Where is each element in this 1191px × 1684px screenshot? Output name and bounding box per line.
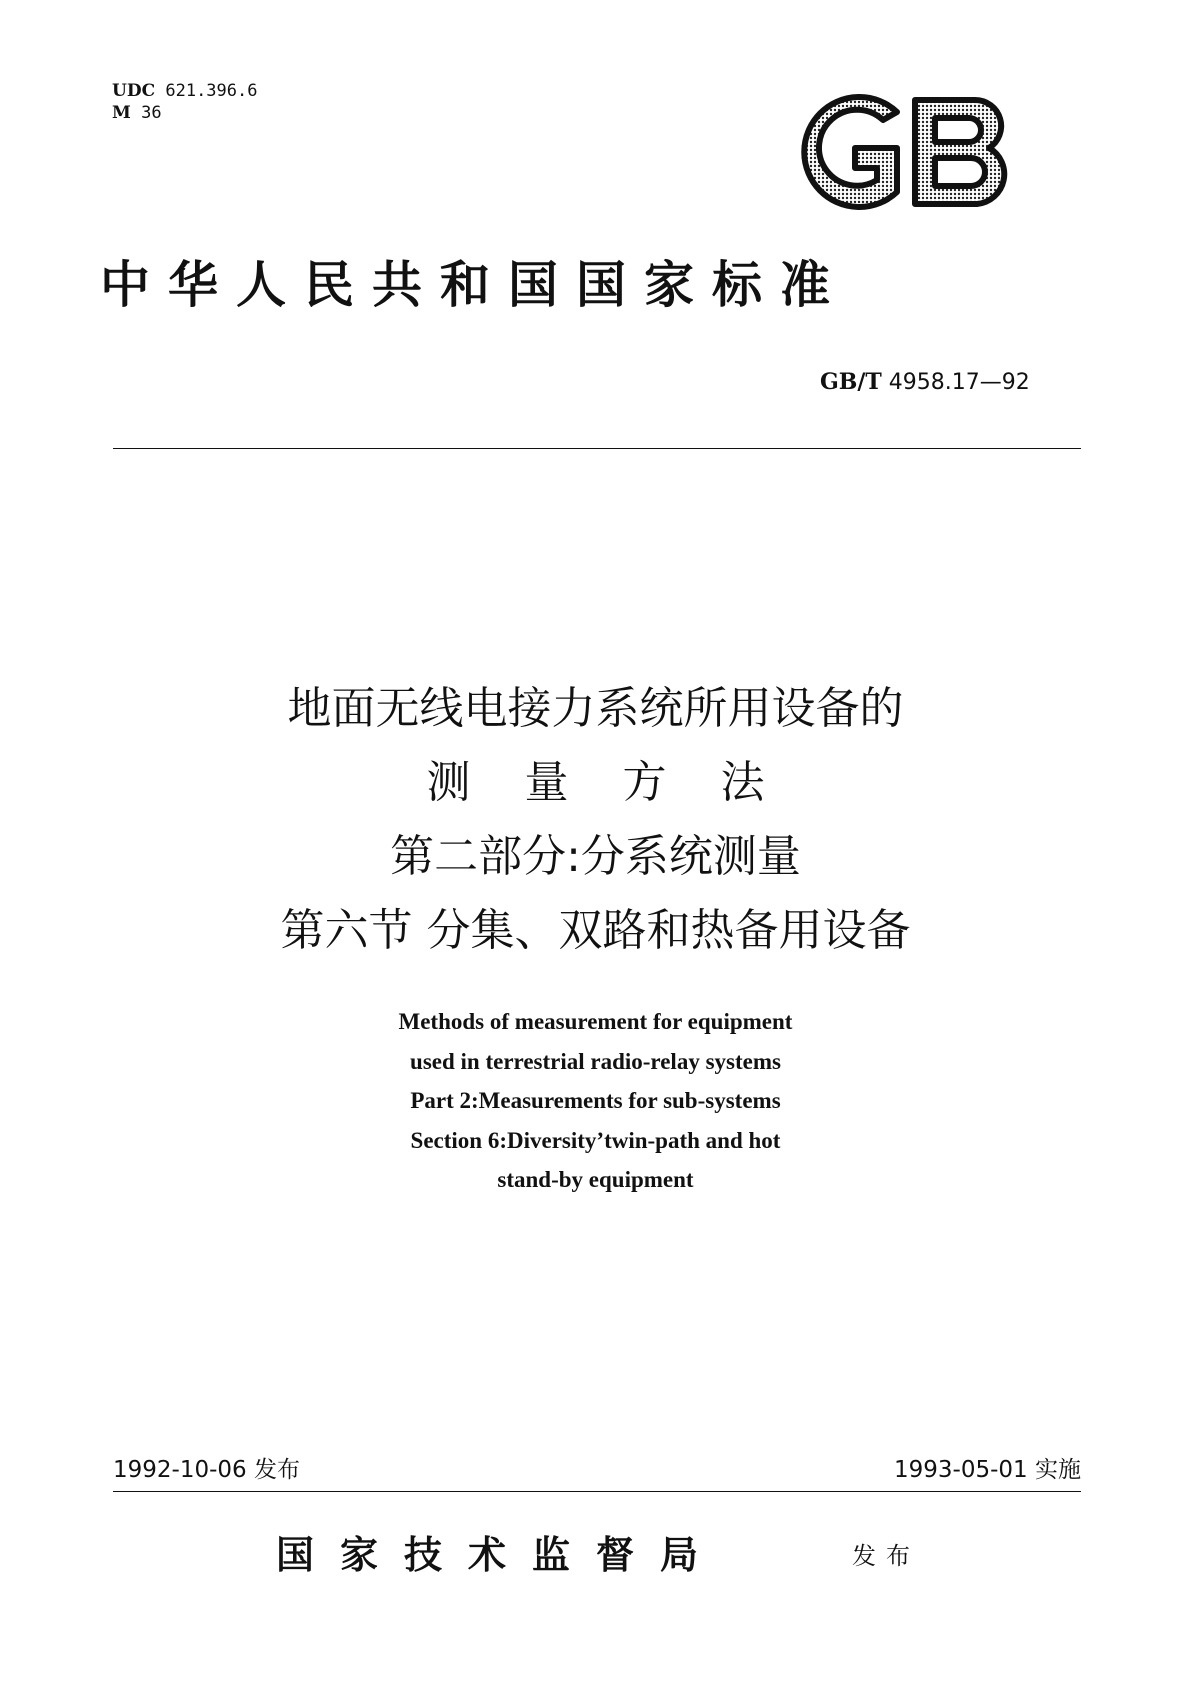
chinese-title-line-2: 测量方法 [426,757,819,808]
bottom-divider [113,1491,1081,1492]
english-title-line-3: Part 2:Measurements for sub-systems [410,1088,781,1113]
class-label: M [112,103,131,123]
implementation-date: 1993-05-01 实施 [894,1457,1081,1483]
chinese-title-line-4: 第六节 分集、双路和热备用设备 [280,905,911,956]
chinese-title-line-1: 地面无线电接力系统所用设备的 [287,683,904,734]
standard-number [820,368,1030,397]
top-divider [113,448,1081,449]
issue-action: 发布 [852,1542,920,1570]
standard-number-prefix: GB/T [820,369,882,395]
class-value: 36 [141,103,162,123]
english-title-line-5: stand-by equipment [497,1167,694,1192]
udc-code [112,80,257,102]
udc-label: UDC [112,81,156,101]
issuing-authority: 国家技术监督局 [276,1532,725,1577]
chinese-title-line-3: 第二部分:分系统测量 [390,831,801,882]
english-title [0,1002,1191,1200]
english-title-line-2: used in terrestrial radio-relay systems [410,1048,781,1074]
national-standard-heading: 中华人民共和国国家标准 [100,255,848,314]
english-title-line-4: Section 6:Diversity’twin-path and hot [410,1127,781,1153]
standard-number-value: 4958.17—92 [888,370,1030,395]
english-title-line-1: Methods of measurement for equipment [398,1009,793,1034]
gb-logo [785,92,1020,212]
chinese-title [0,672,1191,968]
class-code [112,102,162,124]
udc-value: 621.396.6 [165,81,258,101]
issue-date: 1992-10-06 发布 [113,1457,300,1483]
